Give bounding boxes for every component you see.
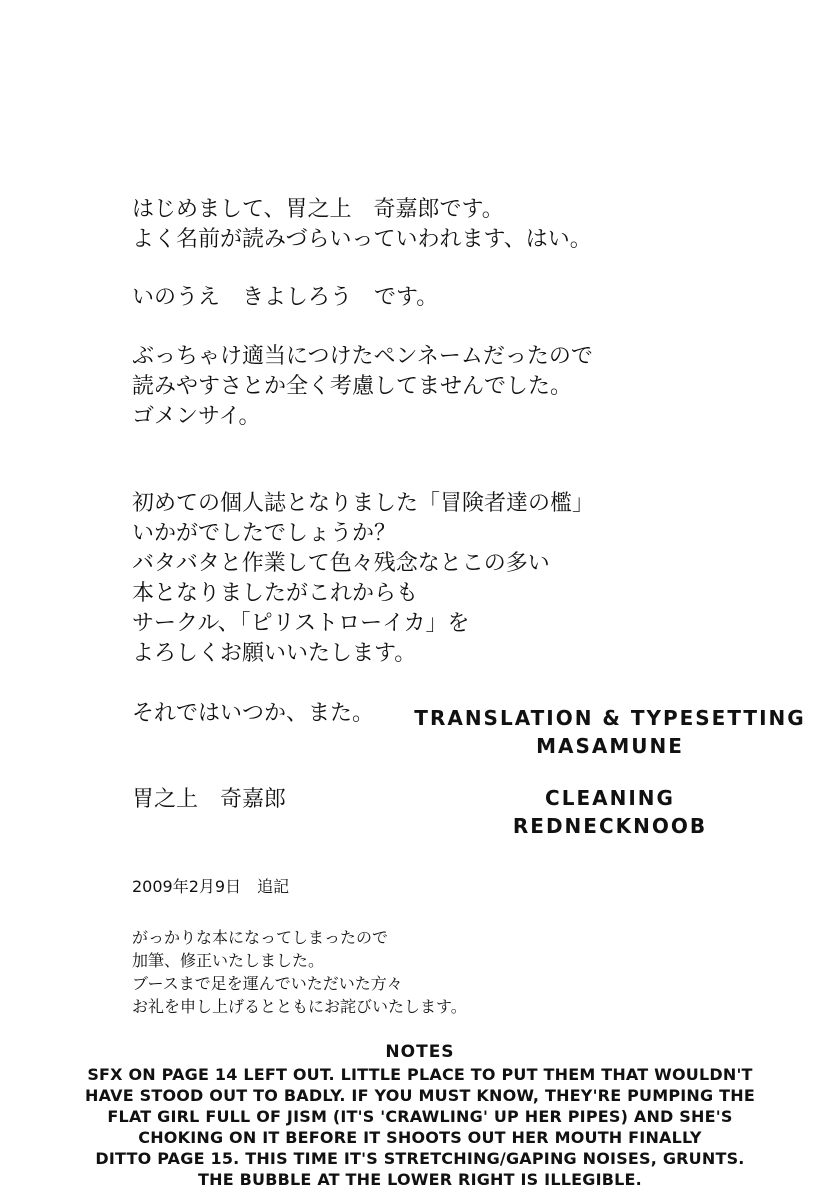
book-line-6: よろしくお願いいたします。 [132,641,417,666]
postscript-line-1: がっかりな本になってしまったので [132,928,389,947]
notes-line-2: HAVE STOOD OUT TO BADLY. IF YOU MUST KNOW, THEY'RE PUMPING THE [85,1086,755,1105]
credit-translation-name: MASAMUNE [536,734,684,758]
author-signature: 胃之上 奇嘉郎 [132,787,287,812]
penname-line-2: 読みやすさとか全く考慮してませんでした。 [132,374,573,399]
book-line-2: いかがでしたでしょうか？ [132,521,397,546]
notes-line-3: FLAT GIRL FULL OF JISM (IT'S 'CRAWLING' UP HER PIPES) AND SHE'S [107,1107,733,1126]
closing-line: それではいつか、また。 [132,701,375,726]
book-line-3: バタバタと作業して色々残念なとこの多い [132,551,550,576]
postscript-line-3: ブースまで足を運んでいただいた方々 [132,974,403,993]
notes-line-6: THE BUBBLE AT THE LOWER RIGHT IS ILLEGIBLE. [198,1170,642,1189]
notes-title: NOTES [385,1042,455,1062]
credit-translation-label: TRANSLATION & TYPESETTING [414,706,806,730]
penname-line-1: ぶっちゃけ適当につけたペンネームだったので [132,344,593,369]
book-line-1: 初めての個人誌となりました「冒険者達の檻」 [132,491,595,516]
notes-body [10,1064,830,1190]
penname-line-3: ゴメンサイ。 [132,404,261,429]
notes-line-5: DITTO PAGE 15. THIS TIME IT'S STRETCHING/GAPING NOISES, GRUNTS. [95,1149,745,1168]
postscript-date: 2009年2月9日 追記 [132,877,290,896]
postscript-line-2: 加筆、修正いたしました。 [132,951,325,970]
notes-line-4: CHOKING ON IT BEFORE IT SHOOTS OUT HER MOUTH FINALLY [138,1128,702,1147]
credit-cleaning-name: REDNECKNOOB [512,814,708,838]
name-reading-line: いのうえ きよしろう です。 [132,285,439,310]
book-line-5: サークル、「ピリストローイカ」を [132,611,470,636]
greeting-line-1: はじめまして、胃之上 奇嘉郎です。 [132,197,504,222]
credit-cleaning-label: CLEANING [545,786,675,810]
greeting-line-2: よく名前が読みづらいっていわれます、はい。 [132,227,592,252]
postscript-line-4: お礼を申し上げるとともにお詫びいたします。 [132,997,467,1016]
notes-line-1: SFX ON PAGE 14 LEFT OUT. LITTLE PLACE TO PUT THEM THAT WOULDN'T [87,1065,753,1084]
book-line-4: 本となりましたがこれからも [132,581,419,606]
